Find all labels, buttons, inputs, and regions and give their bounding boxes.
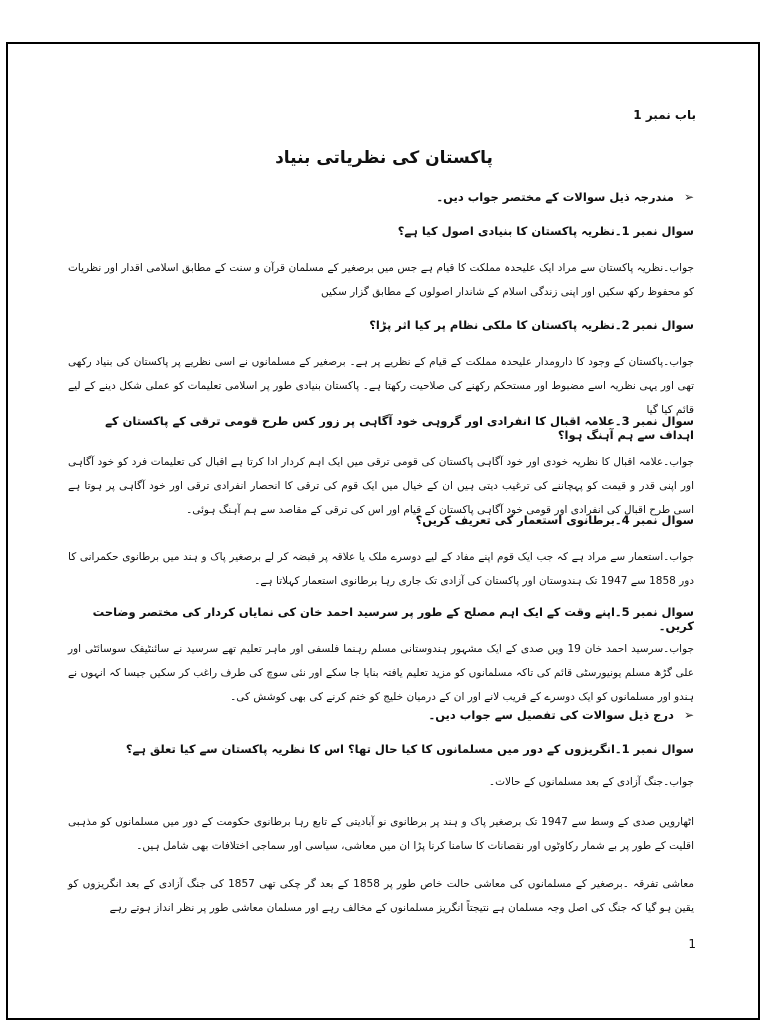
long-answer-intro: جواب۔جنگ آزادی کے بعد مسلمانوں کے حالات۔ [488, 776, 694, 788]
arrow-bullet-icon: ➢ [683, 708, 694, 722]
answer-5: جواب۔سرسید احمد خان 19 ویں صدی کے ایک مشہور ہندوستانی مسلم رہنما فلسفی اور ماہر تعلیم تھے سرسید نے سائنٹیفک سوسائٹی اور علی گڑھ مسلم یونیورسٹی قائم کی تاکہ مسلمانوں کو مزید تعلیم یافتہ بنایا جا سکے اور نئی سوچ کی طرف راغب کر سکیں جیسا کہ انہوں نے ہندو اور مسلمانوں کو ایک دوسرے کے قریب لانے اور ان کے درمیان خلیج کو ختم کرنے کی بھی کوشش کی۔ [68, 643, 695, 703]
arrow-bullet-icon: ➢ [683, 190, 694, 204]
answer-2: جواب۔پاکستان کے وجود کا دارومدار علیحدہ مملکت کے قیام کے نظریے پر ہے۔ برصغیر کے مسلمانوں نے اسی نظریے پر پاکستان کی بنیاد رکھی تھی اور یہی نظریہ اسے مضبوط اور مستحکم رکھنے کی صلاحیت رکھتا ہے۔ پاکستان بنیادی طور پر اسلامی تعلیمات کو عملی شکل دینے کے لیے قائم کیا گیا [68, 356, 694, 416]
question-5: سوال نمبر 5۔اپنے وقت کے ایک اہم مصلح کے طور پر سرسید احمد خان کی نمایاں کردار کی مختصر وضاحت کریں۔ [92, 605, 694, 633]
question-2: سوال نمبر 2۔نظریہ پاکستان کا ملکی نظام پر کیا اثر پڑا؟ [369, 318, 694, 332]
answer-1: جواب۔نظریہ پاکستان سے مراد ایک علیحدہ مملکت کا قیام ہے جس میں برصغیر کے مسلمان قرآن و سنت کے مطابق اسلامی اقدار اور نظریات کو محفوظ رکھ سکیں اور اپنی زندگی اسلام کے شاندار اصولوں کے مطابق گزار سکیں [68, 262, 694, 298]
instruction-long [68, 708, 694, 722]
question-4: سوال نمبر 4۔برطانوی استعمار کی تعریف کریں؟ [415, 513, 694, 527]
instruction-long-text: درج ذیل سوالات کی تفصیل سے جواب دیں۔ [428, 708, 674, 722]
answer-3: جواب۔علامہ اقبال کا نظریہ خودی اور خود آگاہی پاکستان کی قومی ترقی میں ایک اہم کردار ادا کرتا ہے اقبال کی تعلیمات فرد کو خود آگاہی اور اپنی قدر و قیمت کو پہچاننے کی ترغیب دیتی ہیں ان کے خیال میں ایک قوم کی ترقی کا انحصار انفرادی ترقی اور خود آگاہی پر ہوتا ہے اسی طرح اقبال کی انفرادی اور قومی خود آگاہی پاکستان کے قیام اور اس کی ترقی کے مقاصد سے ہم آہنگ ہوئی۔ [68, 456, 694, 516]
page-number: 1 [688, 937, 696, 951]
long-answer-paragraph-1: اٹھارویں صدی کے وسط سے 1947 تک برصغیر پاک و ہند پر برطانوی نو آبادیتی کے تابع رہا برطانوی حکومت کے دور میں مسلمانوں کو مذہبی اقلیت کے طور پر بے شمار رکاوٹوں اور نقصانات کا سامنا کرنا پڑا ان میں معاشی، سیاسی اور سماجی اختلافات بھی شامل ہیں۔ [68, 816, 694, 852]
answer-4: جواب۔استعمار سے مراد ہے کہ جب ایک قوم اپنے مفاد کے لیے دوسرے ملک یا علاقہ پر قبضہ کر لے برصغیر پاک و ہند میں برطانوی حکمرانی کا دور 1858 سے 1947 تک ہندوستان اور پاکستان کی آزادی تک جاری رہا برطانوی استعمار کہلاتا ہے۔ [68, 551, 694, 587]
instruction-short [68, 190, 694, 204]
question-1: سوال نمبر 1۔نظریہ پاکستان کا بنیادی اصول کیا ہے؟ [397, 224, 694, 238]
long-question-1: سوال نمبر 1۔انگریزوں کے دور میں مسلمانوں کا کیا حال تھا؟ اس کا نظریہ پاکستان سے کیا تعلق ہے؟ [125, 742, 694, 756]
instruction-short-text: مندرجہ ذیل سوالات کے مختصر جواب دیں۔ [436, 190, 674, 204]
question-3: سوال نمبر 3۔علامہ اقبال کا انفرادی اور گروہی خود آگاہی پر زور کس طرح قومی ترقی کے پاکستان کے اہداف سے ہم آہنگ ہوا؟ [105, 414, 694, 442]
long-answer-paragraph-2: معاشی تفرقہ ۔برصغیر کے مسلمانوں کی معاشی حالت خاص طور پر 1858 کے بعد گر چکی تھی 1857 کی جنگ آزادی کے بعد انگریزوں کو یقین ہو گیا کہ جنگ کی اصل وجہ مسلمان ہے نتیجتاً انگریز مسلمانوں کے مخالف رہے اور مسلمان معاشی طور پر نظر انداز ہوتے رہے [68, 878, 694, 914]
page-title: پاکستان کی نظریاتی بنیاد [275, 148, 493, 168]
chapter-label: باب نمبر 1 [633, 108, 696, 122]
